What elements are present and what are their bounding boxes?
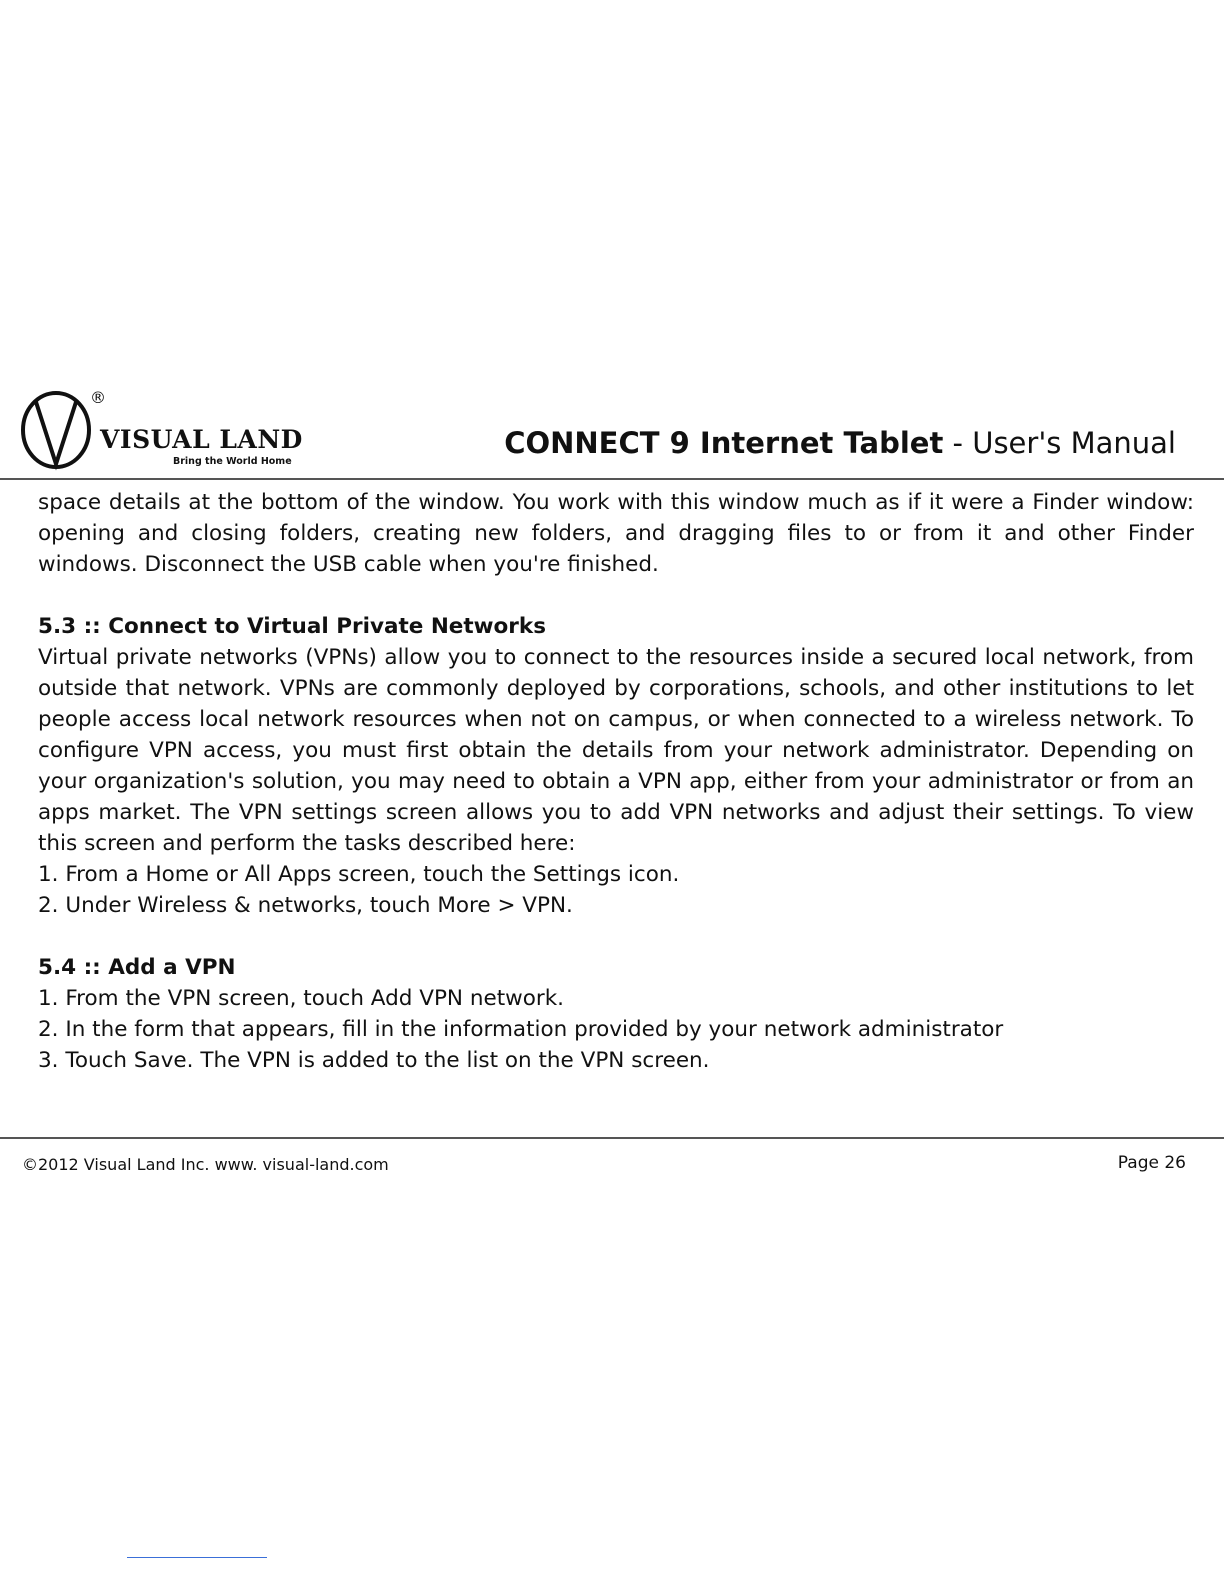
section-5-3-step: 2. Under Wireless & networks, touch More > VPN. [38,893,573,918]
section-5-4-heading: 5.4 :: Add a VPN [38,955,236,980]
page-content [38,487,1194,1076]
section-5-3-paragraph: Virtual private networks (VPNs) allow you to connect to the resources inside a secured local network, from outside that network. VPNs are commonly deployed by corporations, schools, and other institutions to let people access local network resources when not on campus, or when connected to a wireless network. To configure VPN access, you must first obtain the details from your network administrator. Depending on your organization's solution, you may need to obtain a VPN app, either from your administrator or from an apps market. The VPN settings screen allows you to add VPN networks and adjust their settings. To view this screen and perform the tasks described here: [38,645,1194,856]
section-5-4-step: 1. From the VPN screen, touch Add VPN network. [38,986,564,1011]
visual-land-logo [20,388,320,473]
page-header [0,388,1224,483]
document-title-bold: CONNECT 9 Internet Tablet [504,426,944,460]
footer-page-number: Page 26 [1117,1153,1186,1173]
footer-copyright: ©2012 Visual Land Inc. www. visual-land.com [22,1155,389,1174]
intro-paragraph: space details at the bottom of the window. You work with this window much as if it were a Finder window: opening and closing folders, creating new folders, and dragging files to or from it and other Finder windows. Disconnect the USB cable when you're finished. [38,490,1194,577]
brand-tagline: Bring the World Home [173,456,292,467]
document-title [504,426,1176,460]
header-divider [0,478,1224,480]
footer-divider [0,1137,1224,1139]
section-5-4-step: 3. Touch Save. The VPN is added to the list on the VPN screen. [38,1048,710,1073]
decorative-line [127,1557,267,1558]
brand-name: VISUAL LAND [100,425,303,454]
section-5-3-step: 1. From a Home or All Apps screen, touch the Settings icon. [38,862,680,887]
registered-mark: ® [90,388,106,407]
document-title-rest: - User's Manual [943,426,1176,460]
logo-v-circle-icon [20,388,100,473]
section-5-4-step: 2. In the form that appears, fill in the information provided by your network administrator [38,1017,1004,1042]
section-5-3-heading: 5.3 :: Connect to Virtual Private Networks [38,614,547,639]
